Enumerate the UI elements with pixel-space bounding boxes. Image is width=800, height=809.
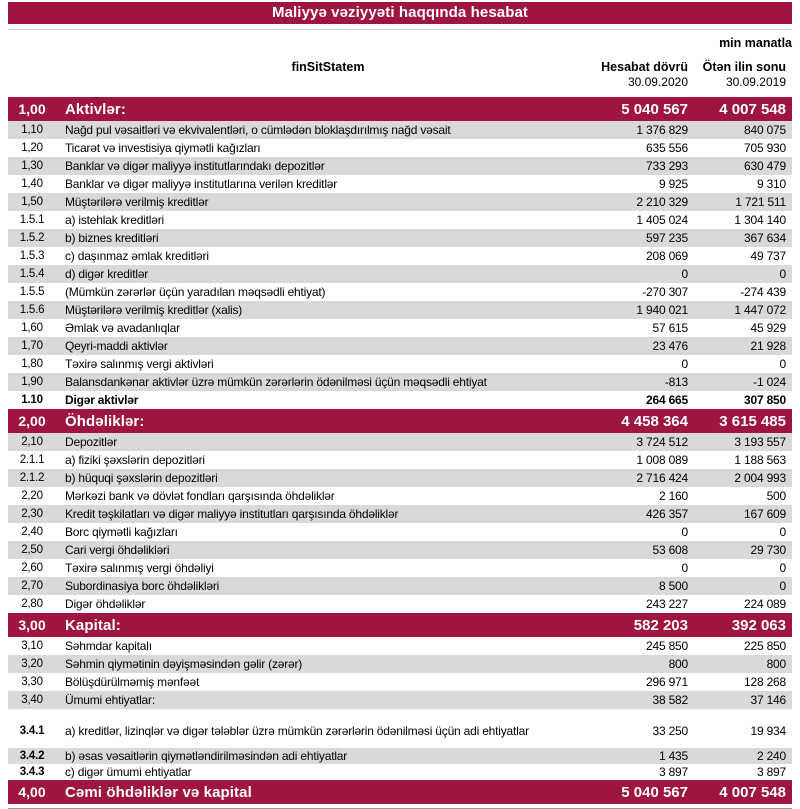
table-row: [8, 301, 792, 319]
row-code: 1,40: [21, 178, 43, 190]
table-row: [8, 487, 792, 505]
table-row: [8, 469, 792, 487]
row-label: Səhmin qiymətinin dəyişməsindən gəlir (zərər): [65, 657, 303, 671]
date-current: 30.09.2020: [627, 75, 688, 89]
row-value-current: 1 008 089: [636, 453, 688, 467]
row-value-prior: 0: [779, 357, 786, 371]
row-code: 1.5.3: [19, 250, 45, 262]
row-label: Təxirə salınmış vergi öhdəliyi: [65, 561, 214, 575]
row-code: 1,70: [21, 340, 43, 352]
row-label: Səhmdar kapitalı: [65, 639, 152, 653]
row-value-current: 1 435: [658, 749, 688, 763]
row-value-current: 38 582: [652, 693, 688, 707]
row-value-prior: 45 929: [750, 321, 786, 335]
row-value-current: 0: [681, 267, 688, 281]
row-value-prior: 3 897: [756, 765, 786, 779]
row-value-prior: 0: [779, 579, 786, 593]
row-code: 1,80: [21, 358, 43, 370]
row-value-current: 23 476: [652, 339, 688, 353]
row-value-current: 0: [681, 561, 688, 575]
row-label: Ümumi ehtiyatlar:: [65, 693, 155, 707]
section-label: Aktivlər:: [65, 100, 126, 118]
row-value-prior: 21 928: [750, 339, 786, 353]
table-row: [8, 451, 792, 469]
row-value-prior: 630 479: [744, 159, 786, 173]
row-value-prior: 19 934: [750, 723, 786, 738]
table-row: [8, 247, 792, 265]
row-label: Mərkəzi bank və dövlət fondları qarşısında öhdəliklər: [65, 489, 335, 503]
row-value-prior: 367 634: [744, 231, 786, 245]
row-code: 3,10: [21, 640, 43, 652]
row-label: Müştərilərə verilmiş kreditlər: [65, 195, 209, 209]
row-code: 2,20: [21, 490, 43, 502]
report-title-banner: [8, 2, 792, 24]
row-value-prior: 9 310: [756, 177, 786, 191]
table-row: [8, 121, 792, 139]
section-label: Öhdəliklər:: [65, 412, 145, 430]
row-label: c) daşınmaz əmlak kreditləri: [65, 249, 209, 263]
section-row: [8, 409, 792, 433]
row-code: 3,20: [21, 658, 43, 670]
table-row: [8, 748, 792, 764]
row-label: Subordinasiya borc öhdəlikləri: [65, 579, 220, 593]
table-row: [8, 391, 792, 409]
row-value-current: 635 556: [646, 141, 688, 155]
row-code: 1,10: [21, 124, 43, 136]
row-code: 1.5.4: [19, 268, 45, 280]
row-code: 2,10: [21, 436, 43, 448]
row-code: 2,70: [21, 580, 43, 592]
row-code: 2,40: [21, 526, 43, 538]
row-value-current: -813: [664, 375, 688, 389]
row-code: 1.5.6: [19, 304, 45, 316]
row-value-prior: 224 089: [744, 597, 786, 611]
row-label: Qeyri-maddi aktivlər: [65, 339, 168, 353]
column-dates-row: [8, 74, 792, 93]
row-code: 1.5.5: [19, 286, 45, 298]
row-label: Müştərilərə verilmiş kreditlər (xalis): [65, 303, 243, 317]
row-value-current: 33 250: [652, 723, 688, 738]
row-code: 3,30: [21, 676, 43, 688]
table-row: [8, 157, 792, 175]
row-label: Borc qiymətli kağızları: [65, 525, 178, 539]
row-value-prior: 705 930: [744, 141, 786, 155]
row-value-prior: 1 304 140: [734, 213, 786, 227]
row-code: 3,40: [21, 694, 43, 706]
table-row: [8, 175, 792, 193]
table-row: [8, 265, 792, 283]
row-label: Kredit təşkilatları və digər maliyyə institutları qarşısında öhdəliklər: [65, 507, 399, 521]
row-value-current: 426 357: [646, 507, 688, 521]
column-header-row: [8, 50, 792, 74]
row-label: Bölüşdürülməmiş mənfəət: [65, 675, 200, 689]
table-row: [8, 211, 792, 229]
statement-table: [8, 97, 792, 804]
table-row: [8, 718, 792, 743]
table-row: [8, 283, 792, 301]
row-value-prior: 307 850: [744, 393, 786, 407]
row-label: Cari vergi öhdəlikləri: [65, 543, 170, 557]
section-value-prior: 4 007 548: [719, 100, 786, 118]
section-value-prior: 4 007 548: [719, 783, 786, 801]
table-row: [8, 229, 792, 247]
row-value-current: 2 716 424: [636, 471, 688, 485]
row-value-current: 296 971: [646, 675, 688, 689]
row-code: 1,90: [21, 376, 43, 388]
row-value-current: 53 608: [652, 543, 688, 557]
row-code: 1.5.2: [19, 232, 45, 244]
table-row: [8, 691, 792, 709]
table-row: [8, 673, 792, 691]
row-code: 1,50: [21, 196, 43, 208]
row-value-prior: 500: [766, 489, 786, 503]
table-row: [8, 637, 792, 655]
table-row: [8, 319, 792, 337]
row-label: c) digər ümumi ehtiyatlar: [65, 765, 192, 779]
row-value-current: 597 235: [646, 231, 688, 245]
row-value-prior: 0: [779, 525, 786, 539]
row-value-current: 0: [681, 357, 688, 371]
row-value-current: 0: [681, 525, 688, 539]
section-value-current: 5 040 567: [621, 783, 688, 801]
table-row: [8, 541, 792, 559]
column-header-prior: Ötən ilin sonu: [702, 60, 786, 74]
row-label: b) hüquqi şəxslərin depozitləri: [65, 471, 218, 485]
row-label: Depozitlər: [65, 435, 118, 449]
row-label: Banklar və digər maliyyə institutlarına verilən kreditlər: [65, 177, 338, 191]
section-value-current: 4 458 364: [621, 412, 688, 430]
row-label: Digər öhdəliklər: [65, 597, 146, 611]
row-value-prior: 167 609: [744, 507, 786, 521]
section-value-current: 5 040 567: [621, 100, 688, 118]
row-label: Əmlak və avadanlıqlar: [65, 321, 180, 335]
row-code: 1.5.1: [19, 214, 45, 226]
row-label: Digər aktivlər: [65, 393, 139, 407]
row-value-current: 245 850: [646, 639, 688, 653]
table-row: [8, 193, 792, 211]
row-value-current: 1 405 024: [636, 213, 688, 227]
row-code: 3.4.2: [19, 750, 45, 762]
row-value-prior: 225 850: [744, 639, 786, 653]
row-label: a) kreditlər, lizinqlər və digər tələblər üzrə mümkün zərərlərin ödənilməsi üçün adi ehtiyatlar: [65, 723, 529, 738]
row-value-current: 733 293: [646, 159, 688, 173]
row-label: a) istehlak kreditləri: [65, 213, 164, 227]
section-code: 4,00: [18, 784, 46, 800]
row-code: 3.4.3: [19, 766, 45, 778]
row-code: 1,20: [21, 142, 43, 154]
row-value-prior: 0: [779, 561, 786, 575]
row-code: 2,80: [21, 598, 43, 610]
statement-name-label: finSitStatem: [291, 60, 365, 74]
row-value-current: 1 376 829: [636, 123, 688, 137]
row-label: Təxirə salınmış vergi aktivləri: [65, 357, 214, 371]
row-label: Banklar və digər maliyyə institutlarındakı depozitlər: [65, 159, 325, 173]
section-row: [8, 97, 792, 121]
table-row: [8, 559, 792, 577]
row-label: Ticarət və investisiya qiymətli kağızları: [65, 141, 261, 155]
section-code: 1,00: [18, 101, 46, 117]
table-row: [8, 433, 792, 451]
row-value-prior: 840 075: [744, 123, 786, 137]
row-value-prior: -1 024: [753, 375, 786, 389]
row-value-current: 208 069: [646, 249, 688, 263]
table-row: [8, 595, 792, 613]
table-row: [8, 337, 792, 355]
section-value-prior: 392 063: [731, 616, 786, 634]
table-row: [8, 523, 792, 541]
table-row: [8, 505, 792, 523]
section-code: 2,00: [18, 413, 46, 429]
row-value-current: 3 724 512: [636, 435, 688, 449]
column-header-current: Hesabat dövrü: [601, 60, 688, 74]
row-label: a) fiziki şəxslərin depozitləri: [65, 453, 205, 467]
row-label: b) əsas vəsaitlərin qiymətləndirilməsindən adi ehtiyatlar: [65, 749, 348, 763]
table-row: [8, 764, 792, 780]
row-value-current: 3 897: [658, 765, 688, 779]
row-value-current: 2 160: [658, 489, 688, 503]
table-row: [8, 373, 792, 391]
section-value-prior: 3 615 485: [719, 412, 786, 430]
row-value-prior: 37 146: [750, 693, 786, 707]
row-value-prior: 1 447 072: [734, 303, 786, 317]
unit-note: min manatla: [719, 36, 792, 50]
row-code: 3.4.1: [19, 724, 45, 737]
section-row: [8, 613, 792, 637]
row-label: b) biznes kreditləri: [65, 231, 159, 245]
row-code: 1.10: [21, 394, 43, 406]
row-value-current: 1 940 021: [636, 303, 688, 317]
row-value-prior: 3 193 557: [734, 435, 786, 449]
row-code: 2.1.2: [19, 472, 45, 484]
section-value-current: 582 203: [633, 616, 688, 634]
section-code: 3,00: [18, 617, 46, 633]
row-label: d) digər kreditlər: [65, 267, 149, 281]
row-value-prior: 1 188 563: [734, 453, 786, 467]
table-row: [8, 139, 792, 157]
row-value-current: 264 665: [646, 393, 688, 407]
section-row: [8, 780, 792, 804]
row-code: 2,60: [21, 562, 43, 574]
row-value-current: 8 500: [658, 579, 688, 593]
row-value-current: 9 925: [658, 177, 688, 191]
section-label: Kapital:: [65, 616, 121, 634]
date-prior: 30.09.2019: [725, 75, 786, 89]
row-value-current: 800: [668, 657, 688, 671]
report-title: Maliyyə vəziyyəti haqqında hesabat: [272, 4, 528, 21]
row-code: 1,60: [21, 322, 43, 334]
row-value-current: 57 615: [652, 321, 688, 335]
row-value-prior: 128 268: [744, 675, 786, 689]
table-row: [8, 655, 792, 673]
row-code: 2,30: [21, 508, 43, 520]
row-value-prior: 2 240: [756, 749, 786, 763]
row-code: 2.1.1: [19, 454, 45, 466]
row-value-current: 243 227: [646, 597, 688, 611]
row-value-current: -270 307: [642, 285, 688, 299]
row-label: Nağd pul vəsaitləri və ekvivalentləri, o cümlədən bloklaşdırılmış nağd vəsait: [65, 123, 451, 137]
row-value-prior: 2 004 993: [734, 471, 786, 485]
row-value-prior: 800: [766, 657, 786, 671]
section-label: Cəmi öhdəliklər və kapital: [65, 783, 252, 801]
table-row: [8, 355, 792, 373]
row-label: Balansdankənar aktivlər üzrə mümkün zərərlərin ödənilməsi üçün məqsədli ehtiyat: [65, 375, 487, 389]
row-value-prior: 49 737: [750, 249, 786, 263]
row-code: 1,30: [21, 160, 43, 172]
row-value-prior: 1 721 511: [735, 195, 786, 209]
row-value-prior: 0: [779, 267, 786, 281]
row-code: 2,50: [21, 544, 43, 556]
row-value-current: 2 210 329: [636, 195, 688, 209]
row-label: (Mümkün zərərlər üçün yaradılan məqsədli ehtiyat): [65, 285, 326, 299]
row-value-prior: 29 730: [750, 543, 786, 557]
row-value-prior: -274 439: [740, 285, 786, 299]
table-row: [8, 577, 792, 595]
